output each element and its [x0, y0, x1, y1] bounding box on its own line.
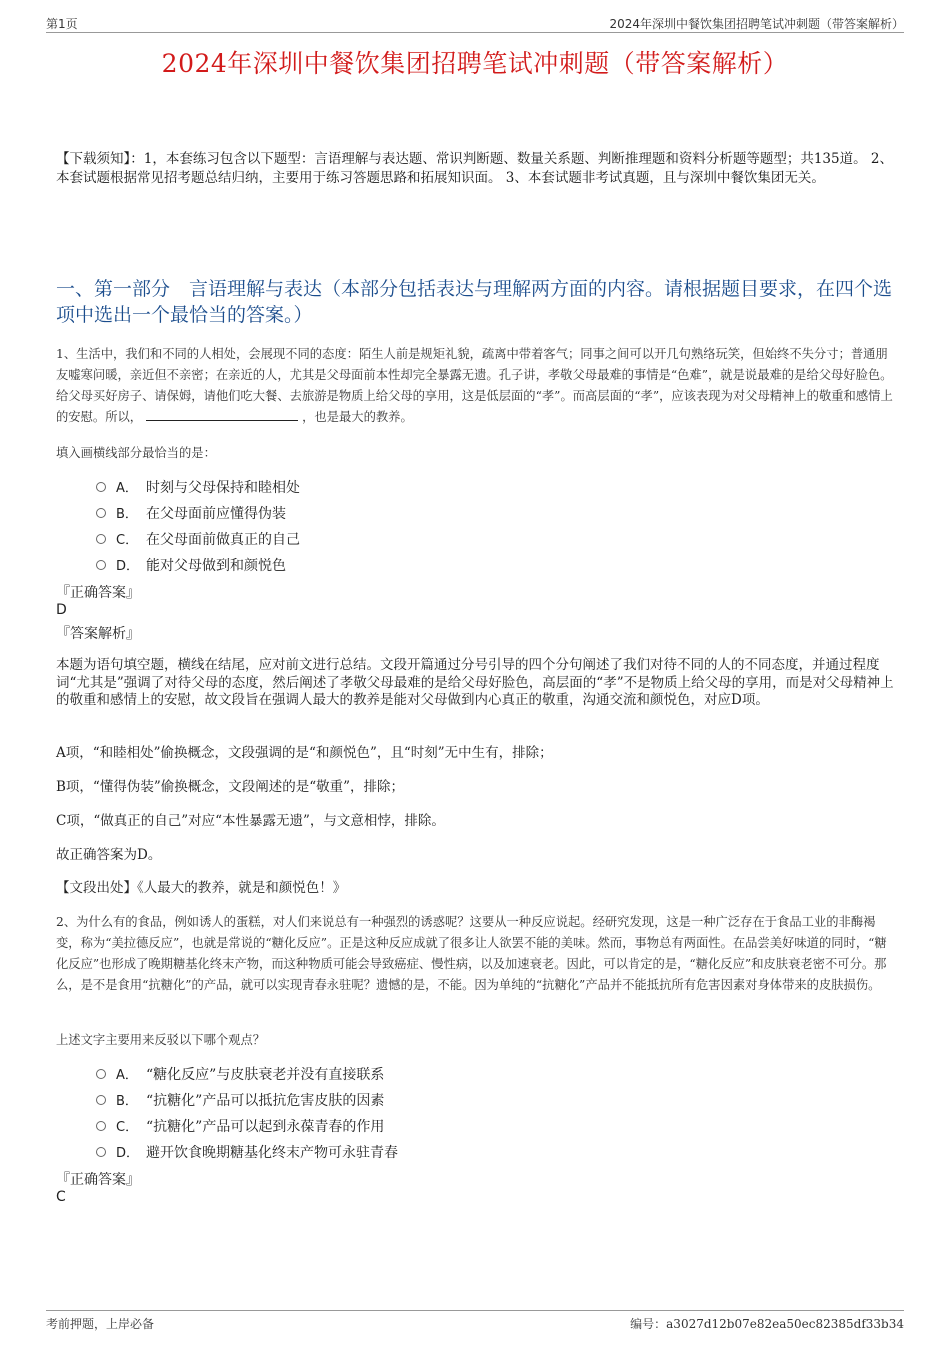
q1-answer-label: 『正确答案』	[56, 585, 140, 601]
q2-answer-label: 『正确答案』	[56, 1172, 140, 1188]
option-label: 在父母面前应懂得伪装	[146, 506, 286, 522]
q1-option-a[interactable]: A． 时刻与父母保持和睦相处	[96, 477, 300, 499]
question-1-text-end: ，也是最大的教养。	[302, 410, 413, 424]
download-notice: 【下载须知】：1，本套练习包含以下题型：言语理解与表达题、常识判断题、数量关系题、判断推理题和资料分析题等题型；共135道。 2、本套试题根据常见招考题总结归纳，主要用于练习答题思路和拓展知识面。 3、本套试题非考试真题，且与深圳中餐饮集团无关。	[56, 151, 893, 186]
question-1-prompt: 填入画横线部分最恰当的是：	[56, 446, 216, 460]
footer-slogan: 考前押题，上岸必备	[46, 1317, 155, 1331]
q1-analysis-label: 『答案解析』	[56, 626, 140, 642]
q1-note-a: A项，“和睦相处”偷换概念，文段强调的是“和颜悦色”，且“时刻”无中生有，排除；	[56, 745, 553, 761]
section-heading: 一、第一部分 言语理解与表达（本部分包括表达与理解两方面的内容。请根据题目要求，在四个选项中选出一个最恰当的答案。）	[56, 278, 893, 326]
option-label: 避开饮食晚期糖基化终末产物可永驻青春	[146, 1145, 398, 1161]
q1-option-c[interactable]: C． 在父母面前做真正的自己	[96, 529, 300, 551]
option-label: “糖化反应”与皮肤衰老并没有直接联系	[146, 1067, 385, 1083]
question-1-text: 1、生活中，我们和不同的人相处，会展现不同的态度：陌生人前是规矩礼貌，疏离中带着客气；同事之间可以开几句熟络玩笑，但始终不失分寸；普通朋友嘘寒问暖，亲近但不亲密；在亲近的人，尤其是父母面前本性却完全暴露无遗。孔子讲，孝敬父母最难的事情是“色难”，就是说最难的是给父母好脸色。给父母买好房子、请保姆，请他们吃大餐、去旅游是物质上给父母的享用，这是低层面的“孝”。而高层面的“孝”，应该表现为对父母精神上的敬重和感情上的安慰。所以，	[56, 347, 893, 424]
page-header	[46, 14, 904, 33]
q2-option-d[interactable]: D． 避开饮食晚期糖基化终末产物可永驻青春	[96, 1142, 398, 1164]
q1-option-d[interactable]: D． 能对父母做到和颜悦色	[96, 555, 286, 577]
radio-icon[interactable]	[96, 1069, 106, 1079]
q1-option-b[interactable]: B． 在父母面前应懂得伪装	[96, 503, 286, 525]
radio-icon[interactable]	[96, 1121, 106, 1131]
footer-serial: 编号：a3027d12b07e82ea50ec82385df33b34	[630, 1317, 904, 1331]
q1-note-c: C项，“做真正的自己”对应“本性暴露无遗”，与文意相悖，排除。	[56, 813, 445, 829]
q1-note-b: B项，“懂得伪装”偷换概念，文段阐述的是“敬重”，排除；	[56, 779, 405, 795]
option-label: “抗糖化”产品可以起到永葆青春的作用	[146, 1119, 385, 1135]
q1-source: 【文段出处】《人最大的教养，就是和颜悦色！》	[56, 880, 347, 896]
q2-answer: C	[56, 1189, 66, 1205]
q1-answer: D	[56, 602, 67, 618]
question-2-stem: 2、为什么有的食品，例如诱人的蛋糕，对人们来说总有一种强烈的诱惑呢？这要从一种反应说起。经研究发现，这是一种广泛存在于食品工业的非酶褐变，称为“美拉德反应”，也就是常说的“糖化反应”。正是这种反应成就了很多让人欲罢不能的美味。然而，事物总有两面性。在品尝美好味道的同时，“糖化反应”也形成了晚期糖基化终末产物，而这种物质可能会导致癌症、慢性病，以及加速衰老。因此，可以肯定的是，“糖化反应”和皮肤衰老密不可分。那么，是不是食用“抗糖化”的产品，就可以实现青春永驻呢？遗憾的是，不能。因为单纯的“抗糖化”产品并不能抵抗所有危害因素对身体带来的皮肤损伤。	[56, 915, 887, 992]
q2-option-b[interactable]: B． “抗糖化”产品可以抵抗危害皮肤的因素	[96, 1090, 384, 1112]
q1-conclusion: 故正确答案为D。	[56, 847, 162, 863]
radio-icon[interactable]	[96, 482, 106, 492]
radio-icon[interactable]	[96, 1147, 106, 1157]
option-label: “抗糖化”产品可以抵抗危害皮肤的因素	[146, 1093, 385, 1109]
question-2-prompt: 上述文字主要用来反驳以下哪个观点？	[56, 1033, 266, 1047]
option-label: 在父母面前做真正的自己	[146, 532, 300, 548]
option-label: 时刻与父母保持和睦相处	[146, 480, 300, 496]
radio-icon[interactable]	[96, 560, 106, 570]
header-doc-title: 2024年深圳中餐饮集团招聘笔试冲刺题（带答案解析）	[609, 17, 904, 31]
page-footer	[46, 1310, 904, 1331]
radio-icon[interactable]	[96, 1095, 106, 1105]
radio-icon[interactable]	[96, 508, 106, 518]
question-1-stem	[56, 344, 898, 428]
radio-icon[interactable]	[96, 534, 106, 544]
page-number: 第1页	[46, 17, 78, 31]
q2-option-a[interactable]: A． “糖化反应”与皮肤衰老并没有直接联系	[96, 1064, 384, 1086]
option-label: 能对父母做到和颜悦色	[146, 558, 286, 574]
fill-blank-line	[146, 408, 298, 421]
q2-option-c[interactable]: C． “抗糖化”产品可以起到永葆青春的作用	[96, 1116, 384, 1138]
q1-analysis: 本题为语句填空题，横线在结尾，应对前文进行总结。文段开篇通过分号引导的四个分句阐述了我们对待不同的人的不同态度，并通过程度词“尤其是”强调了对待父母的态度，然后阐述了孝敬父母最难的是给父母好脸色，高层面的“孝”不是物质上给父母的享用，而是对父母精神上的敬重和感情上的安慰，故文段旨在强调人最大的教养是能对父母做到内心真正的敬重，沟通交流和颜悦色，对应D项。	[56, 657, 894, 708]
page-title: 2024年深圳中餐饮集团招聘笔试冲刺题（带答案解析）	[161, 49, 789, 78]
